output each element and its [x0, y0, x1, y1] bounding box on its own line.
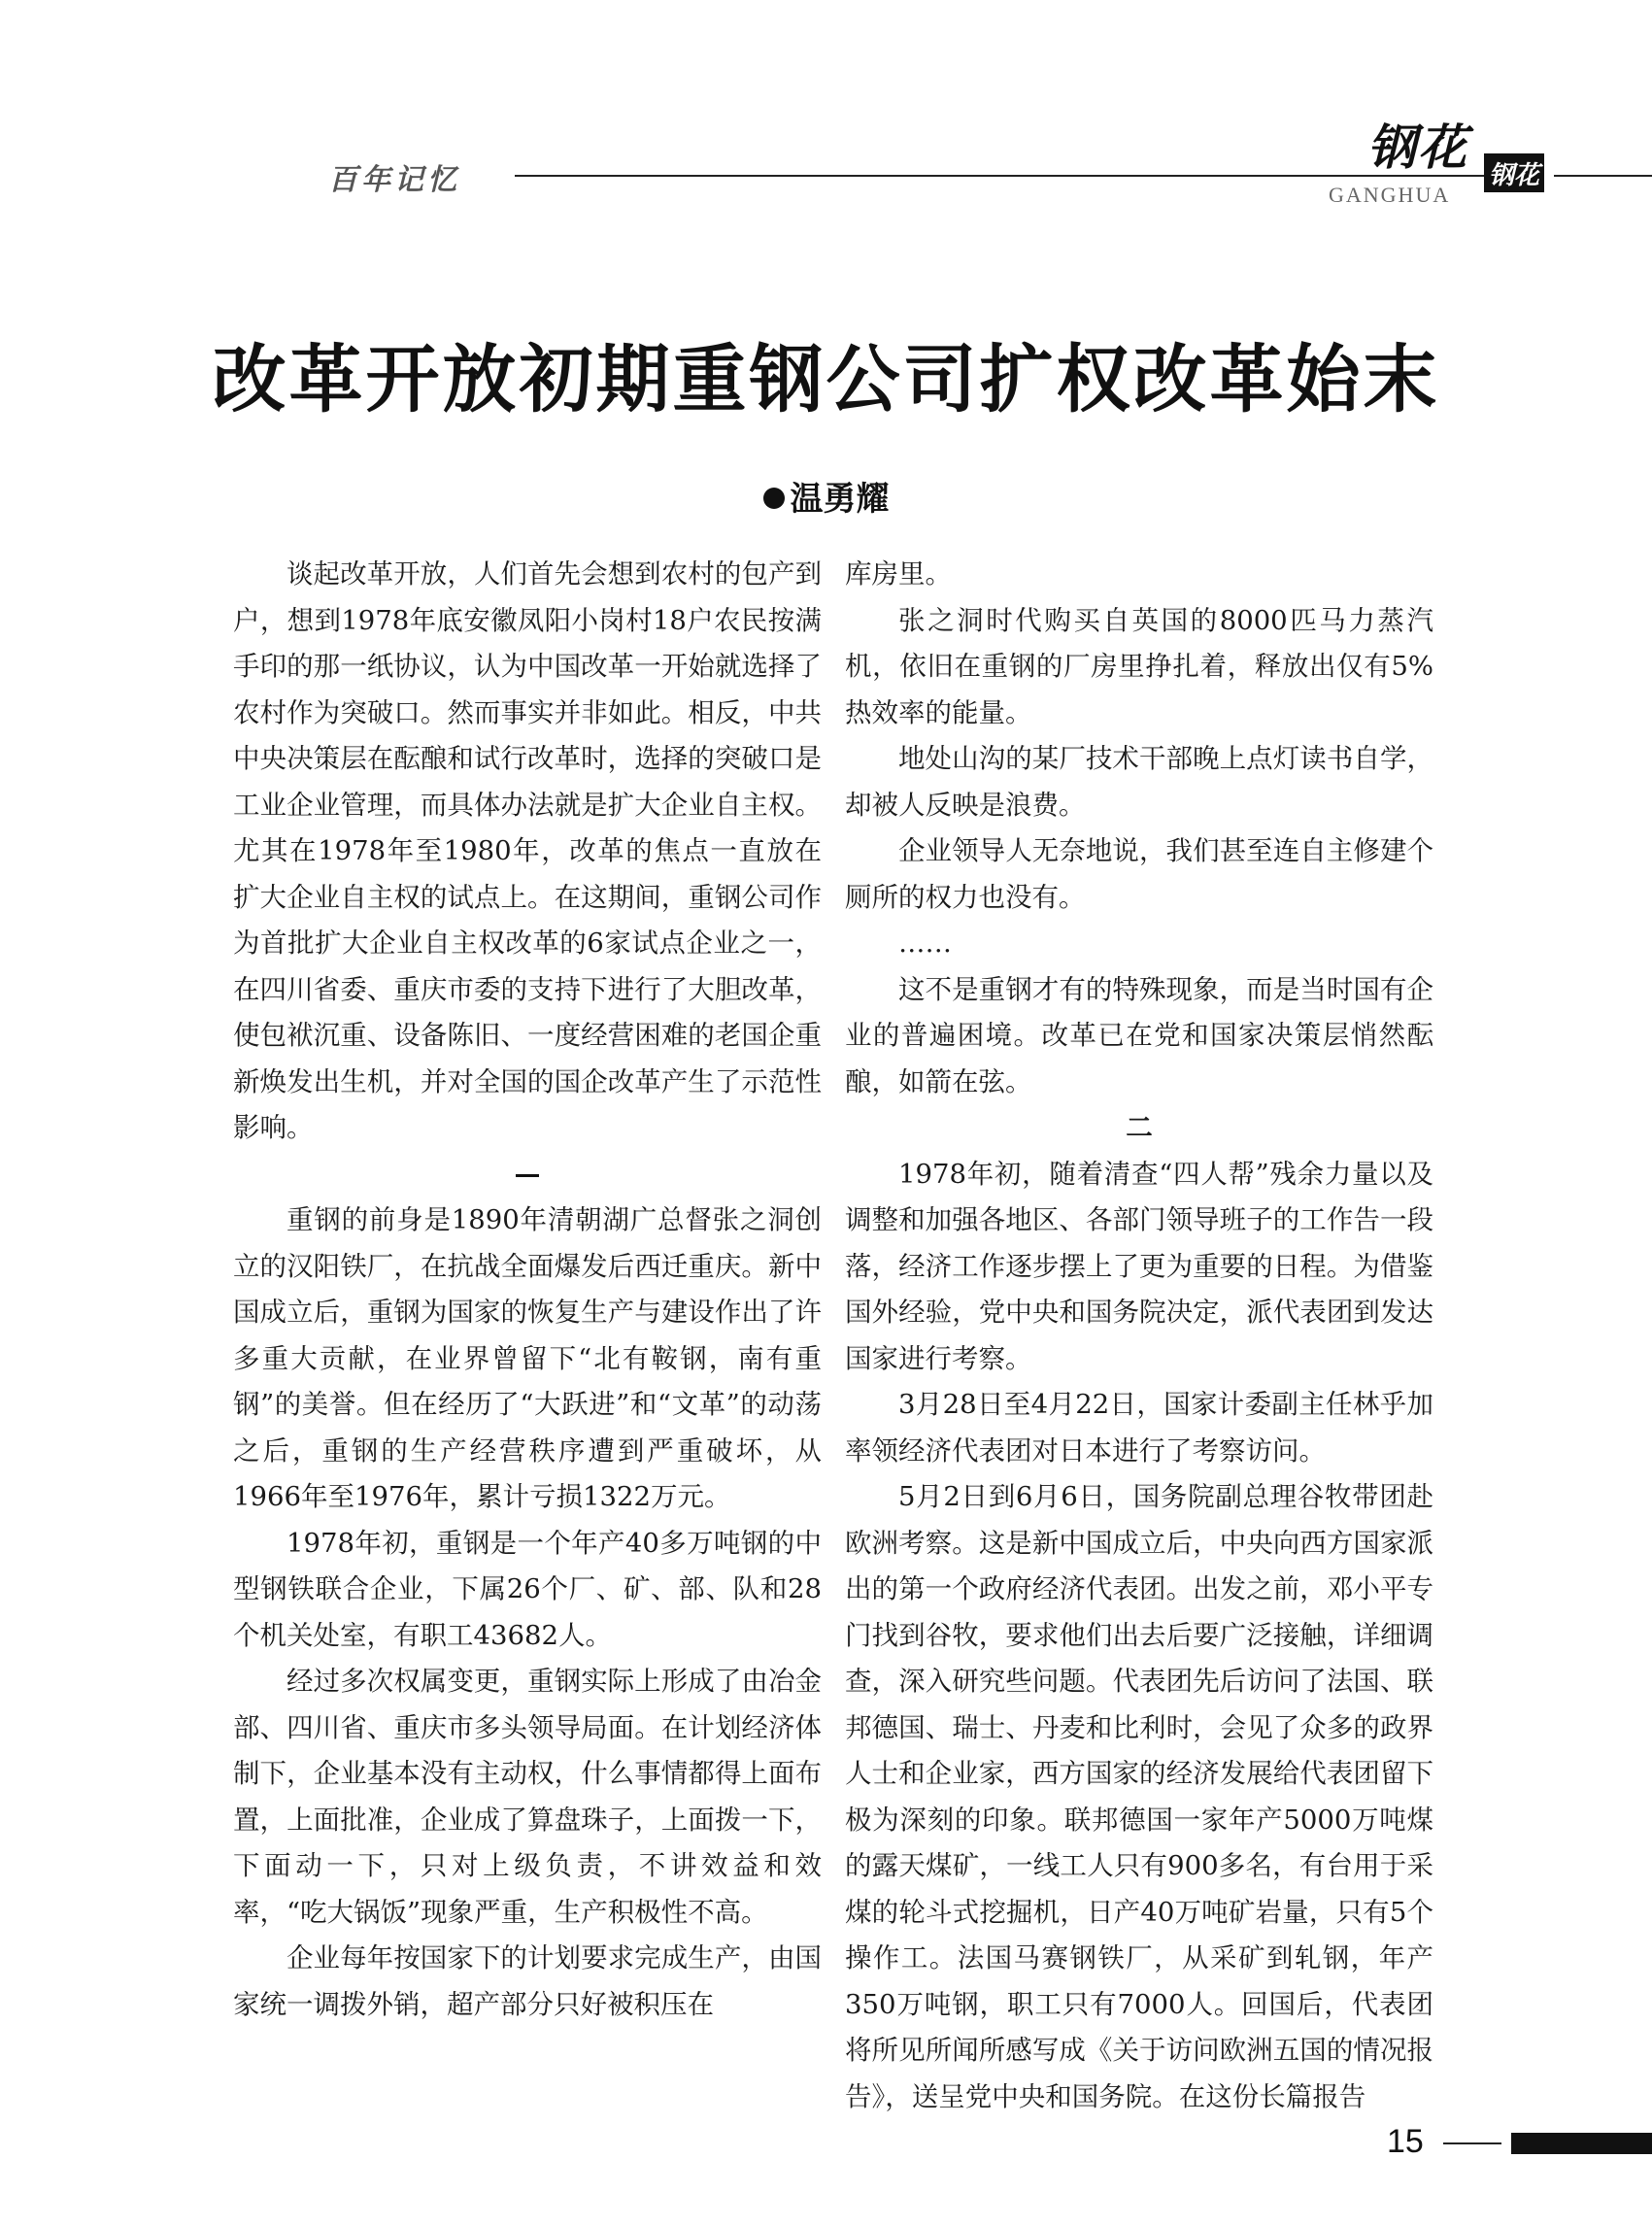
section-heading-mark — [516, 1174, 539, 1177]
author-line — [0, 472, 1652, 520]
paragraph: 经过多次权属变更，重钢实际上形成了由冶金部、四川省、重庆市多头领导局面。在计划经济体制下，企业基本没有主动权，什么事情都得上面布置，上面批准，企业成了算盘珠子，上面拨一下，下面动一下，只对上级负责，不讲效益和效率，“吃大锅饭”现象严重，生产积极性不高。 — [233, 1666, 822, 1928]
section-heading-text: 二 — [1126, 1112, 1153, 1143]
right-column — [845, 552, 1433, 2120]
footer-rule — [1443, 2142, 1501, 2144]
section-tag: 百年记忆 — [328, 163, 460, 197]
paragraph: 企业领导人无奈地说，我们甚至连自主修建个厕所的权力也没有。 — [845, 835, 1433, 913]
paragraph: 1978年初，随着清查“四人帮”残余力量以及调整和加强各地区、各部门领导班子的工作告一段落，经济工作逐步摆上了更为重要的日程。为借鉴国外经验，党中央和国务院决定，派代表团到发达国家进行考察。 — [845, 1158, 1433, 1374]
paragraph: 重钢的前身是1890年清朝湖广总督张之洞创立的汉阳铁厂，在抗战全面爆发后西迁重庆。新中国成立后，重钢为国家的恢复生产与建设作出了许多重大贡献，在业界曾留下“北有鞍钢，南有重钢”的美誉。但在经历了“大跃进”和“文革”的动荡之后，重钢的生产经营秩序遭到严重破坏，从1966年至1976年，累计亏损1322万元。 — [233, 1204, 822, 1512]
section-heading — [845, 1105, 1433, 1152]
magazine-logo: 钢花 — [1367, 118, 1468, 176]
paragraph: …… — [898, 928, 952, 959]
paragraph: 1978年初，重钢是一个年产40多万吨钢的中型钢铁联合企业，下属26个厂、矿、部、队和28个机关处室，有职工43682人。 — [233, 1527, 822, 1651]
article-title: 改革开放初期重钢公司扩权改革始末 — [212, 336, 1440, 422]
magazine-logo-badge: 钢花 — [1484, 153, 1544, 192]
header-rule — [515, 175, 1486, 177]
paragraph: 张之洞时代购买自英国的8000匹马力蒸汽机，依旧在重钢的厂房里挣扎着，释放出仅有5%热效率的能量。 — [845, 604, 1433, 728]
paragraph: 企业每年按国家下的计划要求完成生产，由国家统一调拨外销，超产部分只好被积压在 — [233, 1942, 822, 2020]
header-rule-right — [1554, 175, 1652, 177]
bullet-icon — [763, 488, 785, 509]
paragraph: 谈起改革开放，人们首先会想到农村的包产到户，想到1978年底安徽凤阳小岗村18户农民按满手印的那一纸协议，认为中国改革一开始就选择了农村作为突破口。然而事实并非如此。相反，中共中央决策层在酝酿和试行改革时，选择的突破口是工业企业管理，而具体办法就是扩大企业自主权。尤其在1978年至1980年，改革的焦点一直放在扩大企业自主权的试点上。在这期间，重钢公司作为首批扩大企业自主权改革的6家试点企业之一，在四川省委、重庆市委的支持下进行了大胆改革，使包袱沉重、设备陈旧、一度经营困难的老国企重新焕发出生机，并对全国的国企改革产生了示范性影响。 — [233, 558, 822, 1143]
author-name: 温勇耀 — [790, 480, 890, 519]
magazine-logo-english: GANGHUA — [1329, 183, 1451, 207]
paragraph: 库房里。 — [845, 558, 952, 590]
paragraph: 5月2日到6月6日，国务院副总理谷牧带团赴欧洲考察。这是新中国成立后，中央向西方国家派出的第一个政府经济代表团。出发之前，邓小平专门找到谷牧，要求他们出去后要广泛接触，详细调查，深入研究些问题。代表团先后访问了法国、联邦德国、瑞士、丹麦和比利时，会见了众多的政界人士和企业家，西方国家的经济发展给代表团留下极为深刻的印象。联邦德国一家年产5000万吨煤的露天煤矿，一线工人只有900多名，有台用于采煤的轮斗式挖掘机，日产40万吨矿岩量，只有5个操作工。法国马赛钢铁厂，从采矿到轧钢，年产350万吨钢，职工只有7000人。回国后，代表团将所见所闻所感写成《关于访问欧洲五国的情况报告》，送呈党中央和国务院。在这份长篇报告 — [845, 1481, 1433, 2112]
footer-bar — [1511, 2133, 1652, 2154]
paragraph: 3月28日至4月22日，国家计委副主任林乎加率领经济代表团对日本进行了考察访问。 — [845, 1389, 1433, 1467]
paragraph: 地处山沟的某厂技术干部晚上点灯读书自学，却被人反映是浪费。 — [845, 743, 1433, 821]
paragraph: 这不是重钢才有的特殊现象，而是当时国有企业的普遍困境。改革已在党和国家决策层悄然酝酿，如箭在弦。 — [845, 973, 1433, 1097]
page-number: 15 — [1387, 2123, 1424, 2160]
left-column — [233, 552, 822, 2028]
section-heading — [233, 1152, 822, 1198]
